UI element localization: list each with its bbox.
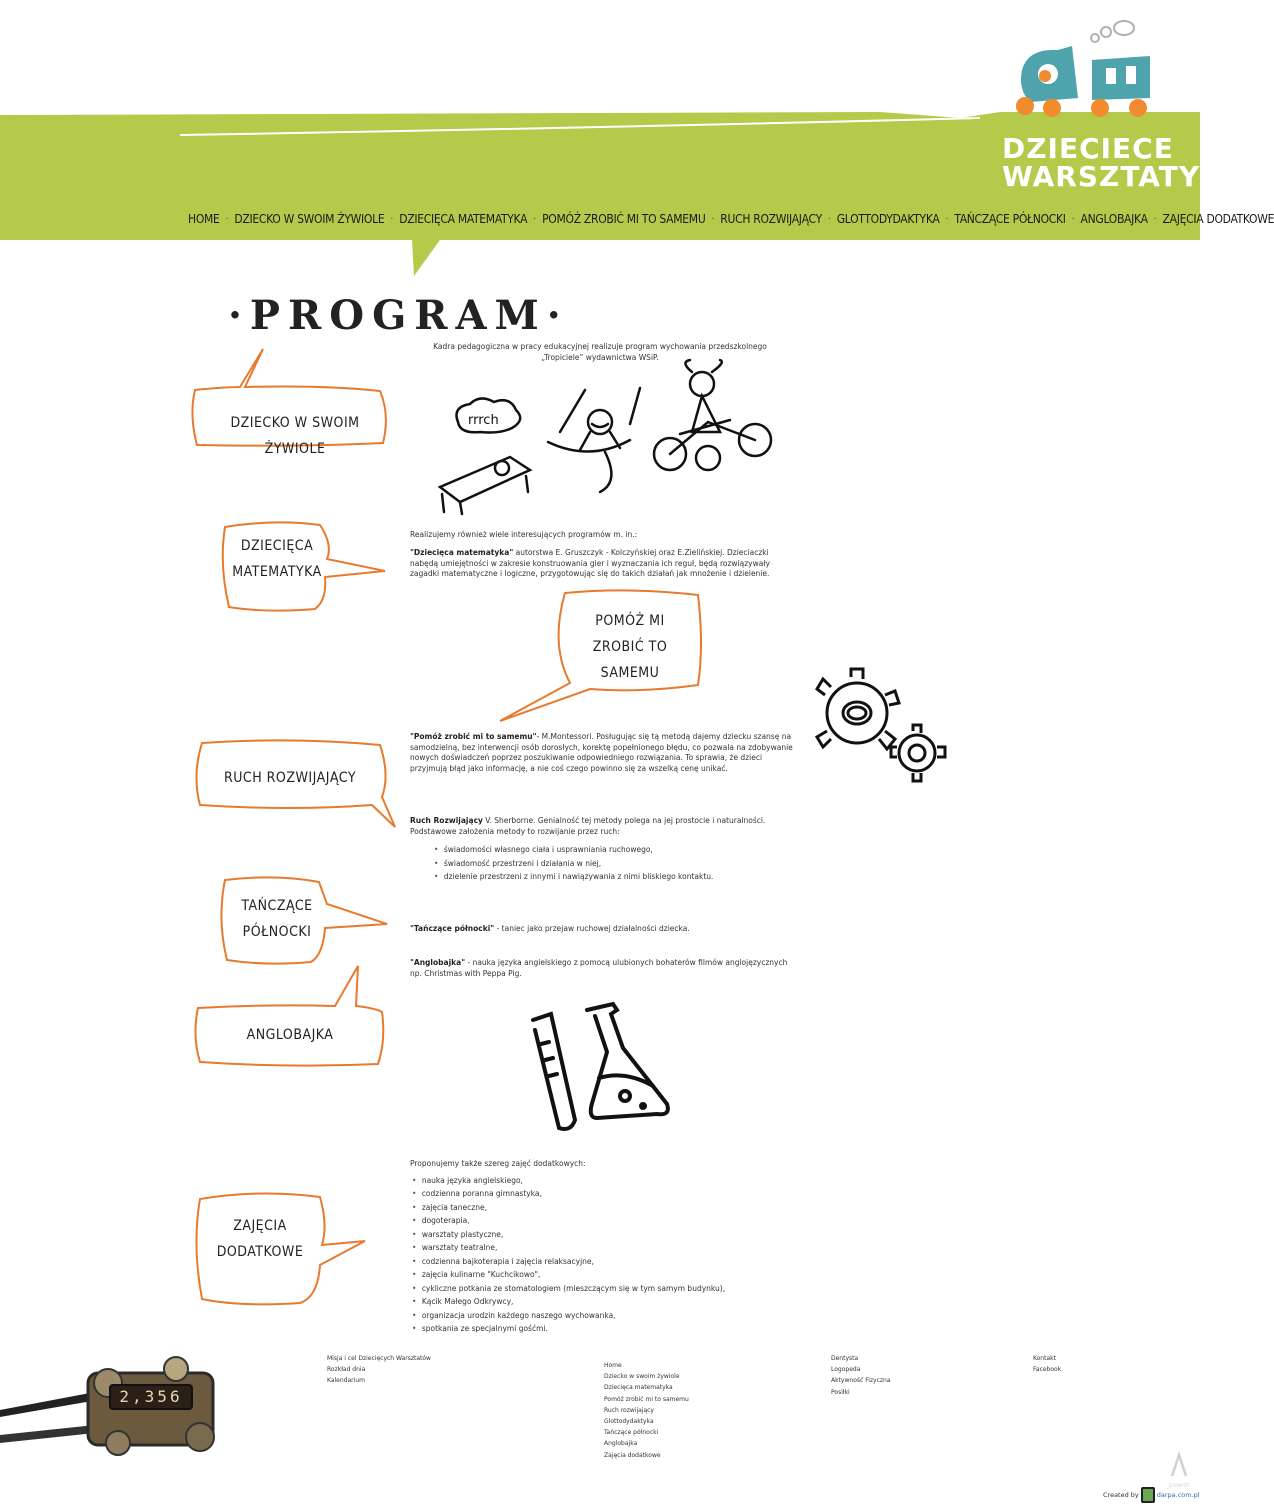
- taniec-title: "Tańczące północki": [410, 924, 495, 933]
- programs-intro: Realizujemy również wiele interesujących programów m. in.:: [410, 530, 638, 539]
- nav-item-matematyka[interactable]: DZIECIĘCA MATEMATYKA: [399, 212, 528, 226]
- list-item: • codzienna bajkoterapia i zajęcia relaksacyjne,: [412, 1255, 795, 1269]
- bubble-label-tanczace: TAŃCZĄCE PÓŁNOCKI: [241, 898, 313, 940]
- math-text: autorstwa E. Gruszczyk - Kolczyńskiej oraz E.Zielińskiej. Dzieciaczki nabędą umiejętności w zakresie konstruowania gier i wyznaczania ich reguł, będą rozwiązywały zagadki matematyczne i logiczne, przygotowując się do takich działań jak mnożenie i dzielenie.: [410, 548, 770, 578]
- anglobajka-title: "Anglobajka": [410, 958, 466, 967]
- nav-separator: ·: [533, 213, 537, 225]
- math-title: "Dziecięca matematyka": [410, 548, 514, 557]
- gears-icon: [815, 665, 950, 785]
- list-item: • zajęcia kulinarne "Kuchcikowo",: [412, 1268, 795, 1282]
- intro-line-2: „Tropiciele” wydawnictwa WSiP.: [541, 352, 659, 362]
- logo-line-2: WARSZTATY: [1002, 160, 1201, 193]
- arrow-up-icon: [1169, 1452, 1189, 1478]
- kids-doodle-illustration: [430, 362, 780, 522]
- footer-link[interactable]: Ruch rozwijający: [604, 1406, 654, 1414]
- bubble-label-ruch: RUCH ROZWIJAJĄCY: [223, 770, 357, 786]
- footer-link[interactable]: Logopeda: [831, 1366, 861, 1374]
- svg-text:rrrch: rrrch: [468, 413, 499, 428]
- footer-link[interactable]: Dentysta: [831, 1355, 859, 1362]
- nav-separator: ·: [1071, 213, 1075, 225]
- list-item: • świadomość przestrzeni i działania w niej,: [434, 857, 795, 871]
- bubble-label-dziecko: DZIECKO W SWOIM ŻYWIOLE: [230, 415, 360, 457]
- test-tube-flask-icon: [525, 1000, 675, 1135]
- bubble-anglobajka[interactable]: [190, 960, 390, 1070]
- list-item: • organizacja urodzin każdego naszego wychowanka,: [412, 1309, 795, 1323]
- page-title: ·PROGRAM·: [228, 292, 569, 339]
- bubble-label-zajecia: ZAJĘCIA DODATKOWE: [216, 1218, 304, 1260]
- bubble-label-matematyka: DZIECIĘCA MATEMATYKA: [232, 538, 322, 580]
- anglobajka-text: - nauka języka angielskiego z pomocą ulubionych bohaterów filmów anglojęzycznych np. Christmas with Peppa Pig.: [410, 958, 788, 978]
- montessori-title: "Pomóż zrobić mi to samemu": [410, 732, 537, 741]
- visit-counter: 2,356: [119, 1387, 183, 1406]
- list-item: • świadomości własnego ciała i usprawniania ruchowego,: [434, 843, 795, 857]
- taniec-text: - taniec jako przejaw ruchowej działalności dziecka.: [494, 924, 690, 933]
- list-item: • cykliczne potkania ze stomatologiem (mieszczącym się w tym samym budynku),: [412, 1282, 795, 1296]
- nav-item-tanczace[interactable]: TAŃCZĄCE PÓŁNOCKI: [954, 212, 1066, 226]
- montessori-text: - M.Montessori. Posługując się tą metodą dajemy dziecku szansę na samodzielną, bez interwencji osób dorosłych, korektę popełnionego błędu, co pozwala na zdobywanie nowych doświadczeń poprzez poszukiwanie odpowiedniego rozwiązania. To sprawia, że dzieci przyjmują błąd jako informację, a nie coś czego powinno się za wszelką cenę unikać.: [410, 732, 793, 773]
- footer-link[interactable]: Pomóż zrobić mi to samemu: [604, 1395, 689, 1403]
- back-to-top-label: powrót: [1168, 1482, 1190, 1489]
- footer-col-2: [604, 1360, 689, 1461]
- footer-link[interactable]: Facebook: [1033, 1366, 1062, 1374]
- extra-intro: Proponujemy także szereg zajęć dodatkowych:: [410, 1159, 586, 1168]
- footer-link[interactable]: Posiłki: [831, 1388, 850, 1396]
- nav-item-ruch[interactable]: RUCH ROZWIJAJĄCY: [720, 212, 822, 226]
- nav-item-anglobajka[interactable]: ANGLOBAJKA: [1080, 212, 1148, 226]
- footer-link[interactable]: Misja i cel Dziecięcych Warsztatów: [327, 1355, 431, 1362]
- intro-line-1: Kadra pedagogiczna w pracy edukacyjnej realizuje program wychowania przedszkolnego: [433, 342, 767, 351]
- footer-col-3: [831, 1353, 891, 1398]
- footer-link[interactable]: Home: [604, 1362, 622, 1369]
- intro-text: [420, 342, 780, 363]
- list-item: • nauka języka angielskiego,: [412, 1174, 795, 1188]
- anglobajka-paragraph: [410, 958, 795, 979]
- extra-list: [412, 1174, 795, 1336]
- footer-link[interactable]: Rozkład dnia: [327, 1366, 366, 1374]
- nav-item-zajecia[interactable]: ZAJĘCIA DODATKOWE: [1162, 212, 1274, 226]
- nav-separator: ·: [225, 213, 229, 225]
- nav-separator: ·: [945, 213, 949, 225]
- nav-separator: ·: [390, 213, 394, 225]
- ruch-list: [434, 843, 795, 884]
- footer-link[interactable]: Anglobajka: [604, 1440, 638, 1448]
- nav-item-pomoz[interactable]: POMÓŻ ZROBIĆ MI TO SAMEMU: [542, 212, 706, 226]
- main-nav: [188, 212, 1274, 226]
- nav-separator: ·: [711, 213, 715, 225]
- nav-item-home[interactable]: HOME: [188, 212, 220, 226]
- logo-text: [1002, 132, 1201, 193]
- bubble-label-anglobajka: ANGLOBAJKA: [246, 1027, 334, 1043]
- nav-item-glotto[interactable]: GLOTTODYDAKTYKA: [836, 212, 940, 226]
- created-by-site: darpa.com.pl: [1156, 1491, 1200, 1499]
- darpa-logo-icon: [1141, 1487, 1155, 1503]
- logo-line-1: DZIECIECE: [1002, 132, 1174, 165]
- counter-machine-illustration: [0, 1355, 220, 1460]
- nav-separator: ·: [1153, 213, 1157, 225]
- extra-paragraph: [410, 1159, 795, 1336]
- footer-col-1: [327, 1353, 431, 1387]
- bubble-label-pomoz: POMÓŻ MI ZROBIĆ TO SAMEMU: [592, 613, 668, 681]
- created-by-label: Created by: [1103, 1491, 1139, 1499]
- taniec-paragraph: [410, 924, 795, 935]
- footer-link[interactable]: Kalendarium: [327, 1377, 365, 1385]
- footer-link[interactable]: Tańczące północki: [604, 1429, 659, 1437]
- footer-link[interactable]: Zajęcia dodatkowe: [604, 1451, 661, 1459]
- footer-link[interactable]: Dziecko w swoim żywiole: [604, 1373, 680, 1381]
- ruch-paragraph: [410, 816, 795, 884]
- nav-separator: ·: [827, 213, 831, 225]
- list-item: • spotkania ze specjalnymi gośćmi.: [412, 1322, 795, 1336]
- list-item: • warsztaty teatralne,: [412, 1241, 795, 1255]
- created-by[interactable]: [1103, 1485, 1200, 1505]
- nav-item-dziecko[interactable]: DZIECKO W SWOIM ŻYWIOLE: [234, 212, 385, 226]
- footer-col-4: [1033, 1353, 1061, 1375]
- list-item: • warsztaty plastyczne,: [412, 1228, 795, 1242]
- math-paragraph: [410, 548, 790, 580]
- list-item: • zajęcia taneczne,: [412, 1201, 795, 1215]
- montessori-paragraph: [410, 732, 795, 774]
- list-item: • Kącik Małego Odkrywcy,: [412, 1295, 795, 1309]
- footer-link[interactable]: Glottodydaktyka: [604, 1418, 654, 1426]
- footer-link[interactable]: Aktywność Fizyczna: [831, 1377, 891, 1385]
- footer-link[interactable]: Kontakt: [1033, 1355, 1056, 1362]
- list-item: • dzielenie przestrzeni z innymi i nawiązywania z nimi bliskiego kontaktu.: [434, 870, 795, 884]
- ruch-title: Ruch Rozwijający: [410, 816, 483, 825]
- ruch-text: V. Sherborne. Genialność tej metody polega na jej prostocie i naturalności. Podstawowe założenia metody to rozwijanie przez ruch:: [410, 816, 766, 836]
- list-item: • codzienna poranna gimnastyka,: [412, 1187, 795, 1201]
- list-item: • dogoterapia,: [412, 1214, 795, 1228]
- footer-link[interactable]: Dziecięca matematyka: [604, 1384, 673, 1392]
